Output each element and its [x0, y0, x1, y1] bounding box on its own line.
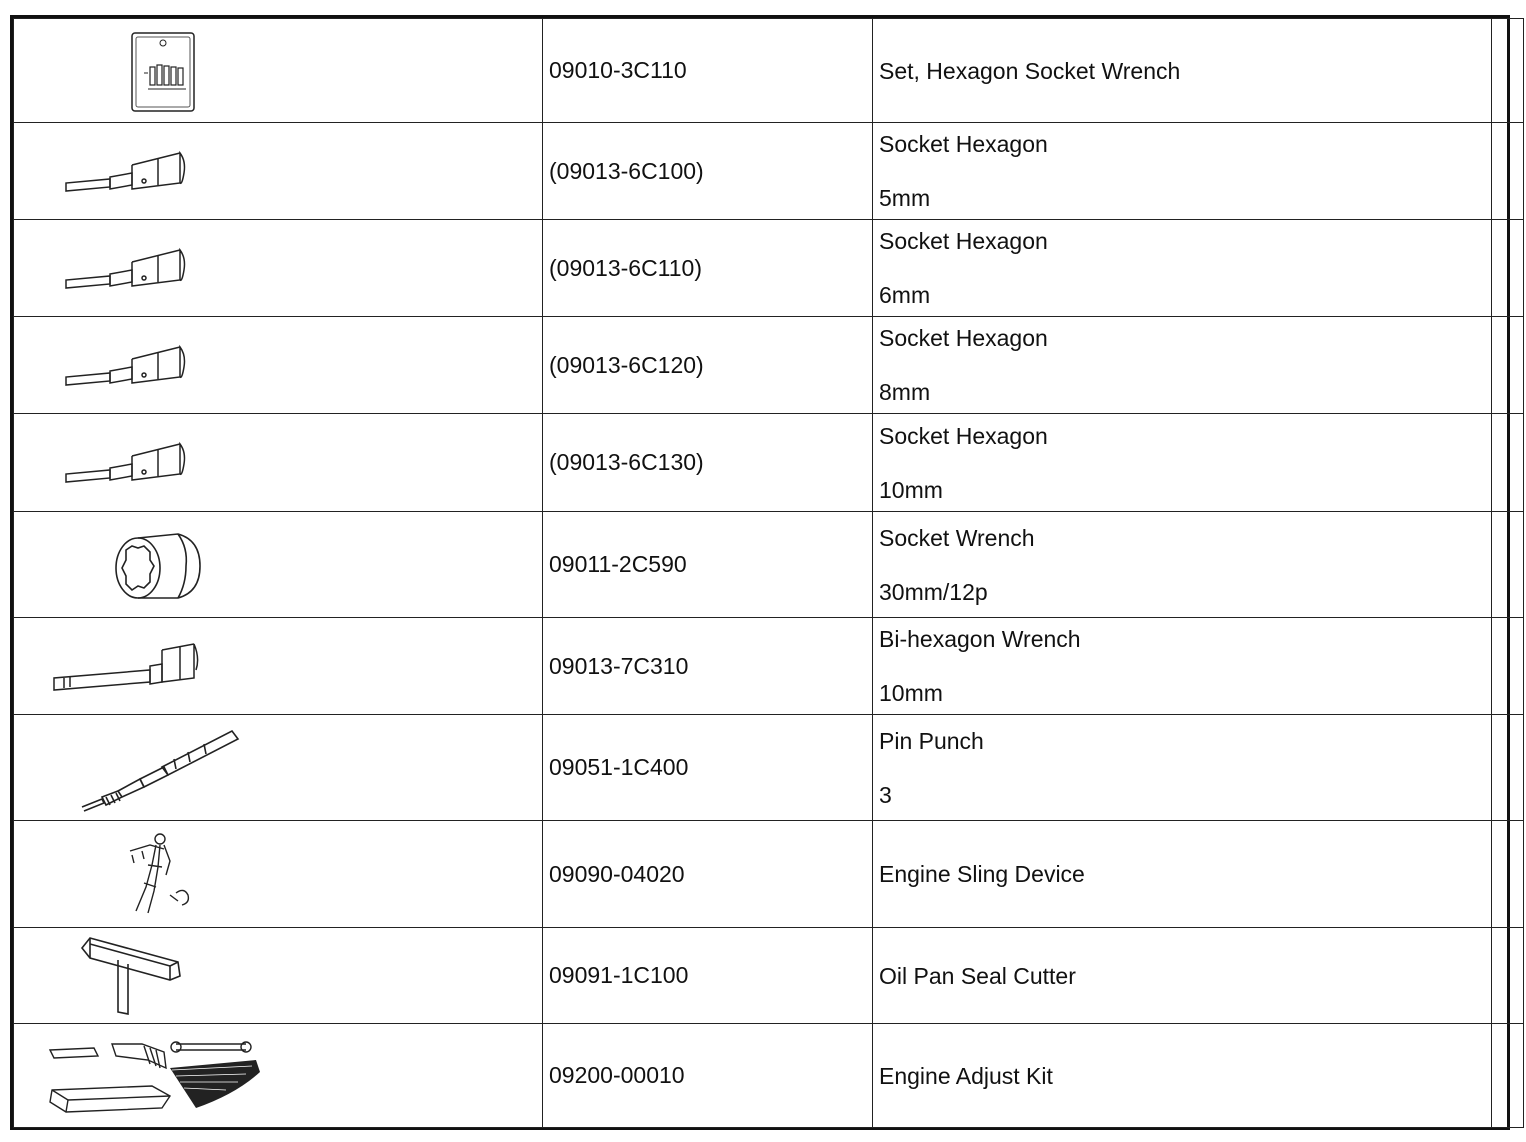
tool-spec: 10mm: [879, 476, 943, 503]
tool-name: Socket Hexagon: [879, 228, 1048, 254]
tool-name: Engine Adjust Kit: [879, 1062, 1053, 1089]
illustration-cell: [14, 928, 543, 1024]
blank-cell: [1492, 414, 1524, 512]
description-cell: [873, 220, 1492, 317]
part-number: (09013-6C120): [543, 317, 873, 414]
special-tools-table: [13, 18, 1524, 1128]
description-cell: [873, 715, 1492, 821]
table-row: [14, 414, 1524, 512]
tool-spec: 10mm: [879, 680, 943, 706]
engine-sling-device-icon: [122, 831, 202, 917]
part-number: 09011-2C590: [543, 512, 873, 618]
table-row: [14, 123, 1524, 220]
tool-name: Socket Hexagon: [879, 325, 1048, 351]
tool-name: Engine Sling Device: [879, 861, 1085, 887]
tool-name: Pin Punch: [879, 727, 984, 754]
blank-cell: [1492, 1024, 1524, 1128]
table-row: [14, 220, 1524, 317]
illustration-cell: [14, 512, 543, 618]
part-number: 09090-04020: [543, 821, 873, 928]
description-cell: [873, 618, 1492, 715]
table-row: [14, 715, 1524, 821]
oil-pan-seal-cutter-icon: [76, 934, 186, 1020]
tool-name: Oil Pan Seal Cutter: [879, 962, 1076, 989]
tool-name: Socket Hexagon: [879, 422, 1048, 449]
hex-socket-icon: [62, 147, 187, 197]
part-number: (09013-6C130): [543, 414, 873, 512]
table-row: [14, 512, 1524, 618]
table-row: [14, 618, 1524, 715]
blank-cell: [1492, 821, 1524, 928]
hex-socket-icon: [62, 341, 187, 391]
description-cell: [873, 19, 1492, 123]
description-cell: [873, 123, 1492, 220]
table-row: [14, 1024, 1524, 1128]
hex-socket-icon: [62, 438, 187, 488]
description-cell: [873, 821, 1492, 928]
description-cell: [873, 317, 1492, 414]
blank-cell: [1492, 317, 1524, 414]
blank-cell: [1492, 123, 1524, 220]
description-cell: [873, 928, 1492, 1024]
part-number: (09013-6C100): [543, 123, 873, 220]
illustration-cell: [14, 19, 543, 123]
part-number: 09091-1C100: [543, 928, 873, 1024]
illustration-cell: [14, 220, 543, 317]
engine-adjust-kit-icon: [46, 1038, 276, 1118]
tool-spec: 3: [879, 781, 892, 808]
table-row: [14, 19, 1524, 123]
table-row: [14, 821, 1524, 928]
illustration-cell: [14, 123, 543, 220]
tool-name: Socket Hexagon: [879, 131, 1048, 157]
illustration-cell: [14, 715, 543, 821]
blank-cell: [1492, 928, 1524, 1024]
hex-socket-wrench-set-icon: [130, 31, 196, 113]
tool-spec: 6mm: [879, 282, 931, 308]
part-number: 09200-00010: [543, 1024, 873, 1128]
part-number: 09013-7C310: [543, 618, 873, 715]
illustration-cell: [14, 821, 543, 928]
blank-cell: [1492, 618, 1524, 715]
socket-wrench-12p-icon: [108, 526, 208, 606]
part-number: 09010-3C110: [543, 19, 873, 123]
part-number: (09013-6C110): [543, 220, 873, 317]
tool-spec: 5mm: [879, 185, 931, 211]
tool-name: Socket Wrench: [879, 524, 1035, 551]
illustration-cell: [14, 414, 543, 512]
pin-punch-icon: [78, 727, 248, 813]
bi-hexagon-wrench-icon: [50, 638, 200, 696]
tool-name: Bi-hexagon Wrench: [879, 626, 1081, 652]
tool-spec: 8mm: [879, 379, 931, 405]
illustration-cell: [14, 317, 543, 414]
illustration-cell: [14, 1024, 543, 1128]
tool-name: Set, Hexagon Socket Wrench: [879, 57, 1181, 84]
table-row: [14, 317, 1524, 414]
blank-cell: [1492, 715, 1524, 821]
blank-cell: [1492, 220, 1524, 317]
description-cell: [873, 414, 1492, 512]
tool-spec: 30mm/12p: [879, 578, 988, 605]
table-row: [14, 928, 1524, 1024]
part-number: 09051-1C400: [543, 715, 873, 821]
description-cell: [873, 1024, 1492, 1128]
sst-table-sheet: [10, 15, 1510, 1130]
hex-socket-icon: [62, 244, 187, 294]
illustration-cell: [14, 618, 543, 715]
blank-cell: [1492, 19, 1524, 123]
blank-cell: [1492, 512, 1524, 618]
description-cell: [873, 512, 1492, 618]
